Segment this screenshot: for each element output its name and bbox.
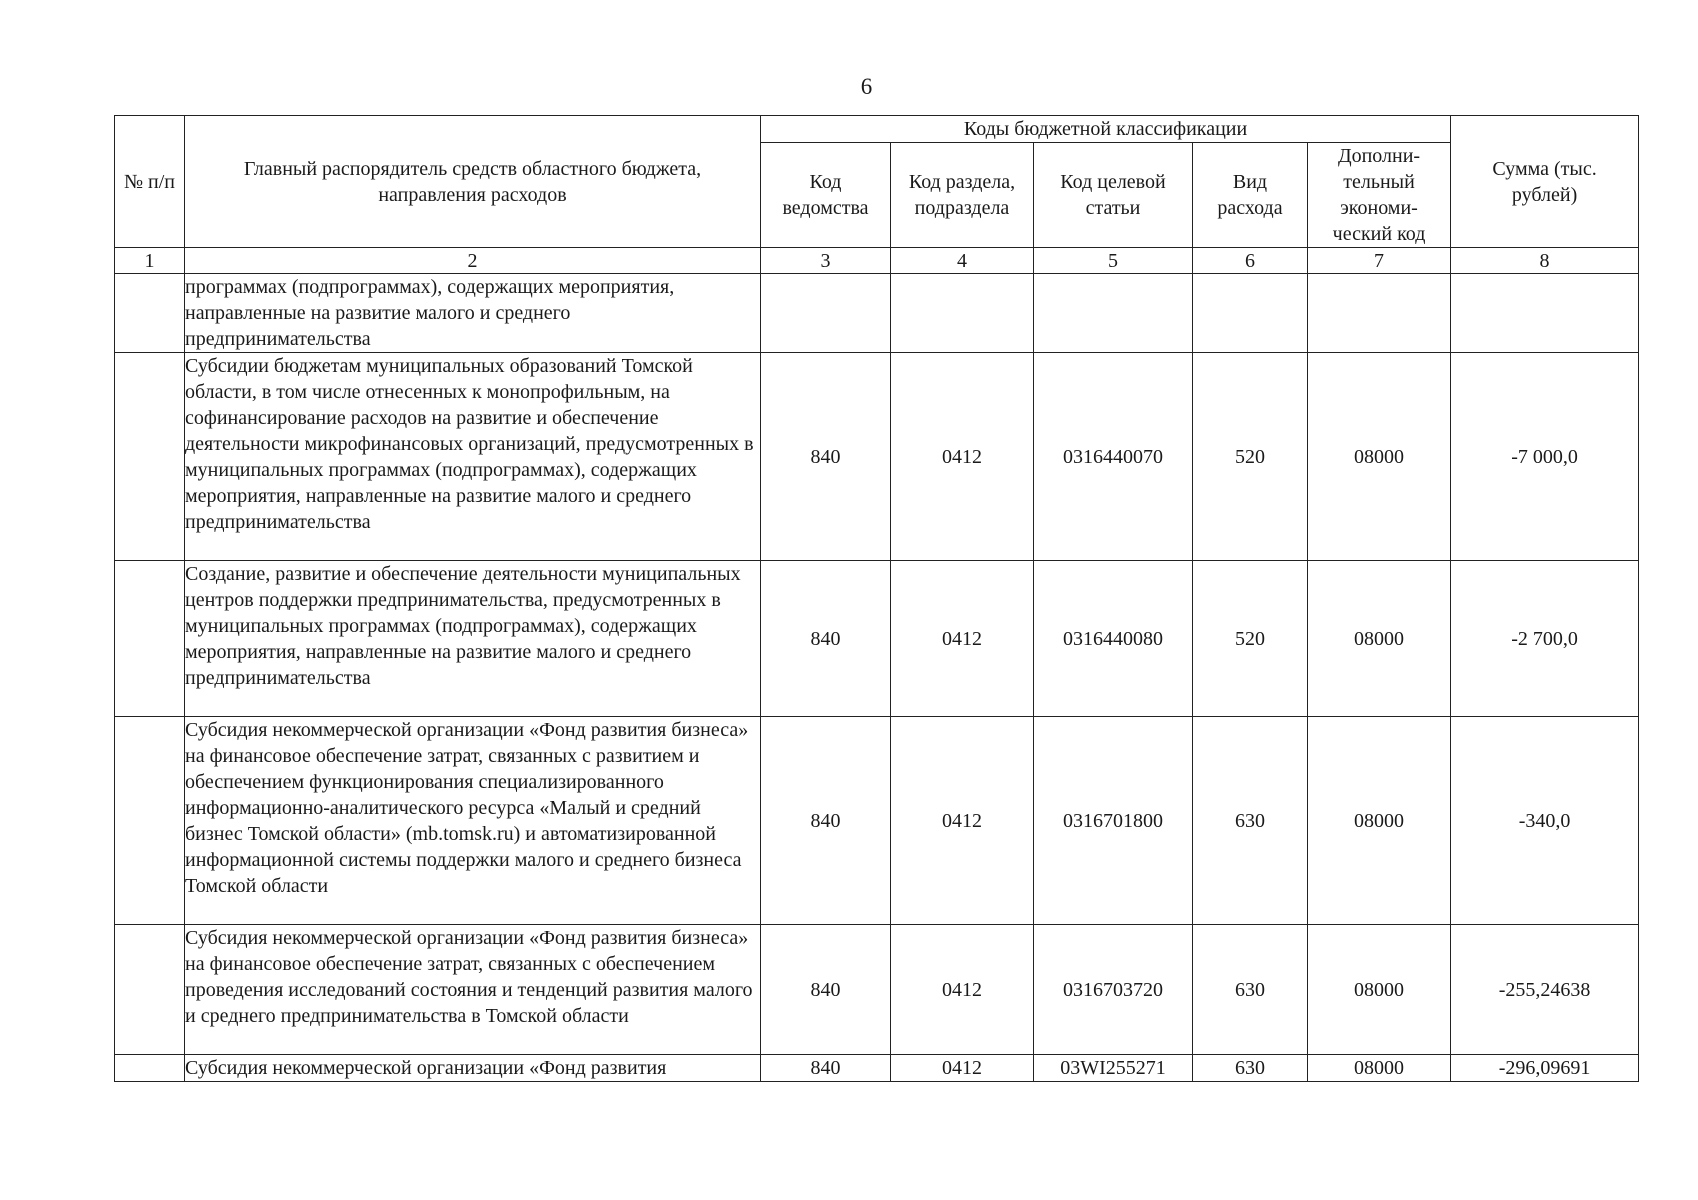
table-row <box>115 561 1639 717</box>
section-code-cell: 0412 <box>891 353 1034 561</box>
sum-cell: -255,24638 <box>1451 925 1639 1055</box>
row-number <box>115 274 185 353</box>
section-code-cell: 0412 <box>891 1055 1034 1082</box>
sum-cell <box>1451 274 1639 353</box>
expense-type-cell: 630 <box>1193 1055 1308 1082</box>
dept-code-cell: 840 <box>761 1055 891 1082</box>
header-no: № п/п <box>115 116 185 248</box>
expense-type-cell: 630 <box>1193 925 1308 1055</box>
section-code-cell: 0412 <box>891 561 1034 717</box>
table-row <box>115 925 1639 1055</box>
row-description: Субсидия некоммерческой организации «Фонд развития бизнеса» на финансовое обеспечение затрат, связанных с развитием и обеспечением функционирования специализированного информационно-аналитического ресурса «Малый и средний бизнес Томской области» (mb.tomsk.ru) и автоматизированной информационной системы поддержки малого и среднего бизнеса Томской области <box>185 717 761 925</box>
sum-cell: -296,09691 <box>1451 1055 1639 1082</box>
extra-code-cell: 08000 <box>1308 717 1451 925</box>
table-row <box>115 1055 1639 1082</box>
section-code-cell <box>891 274 1034 353</box>
sum-cell: -2 700,0 <box>1451 561 1639 717</box>
row-number <box>115 1055 185 1082</box>
table-row <box>115 274 1639 353</box>
header-main: Главный распорядитель средств областного бюджета, направления расходов <box>185 116 761 248</box>
expense-type-cell: 520 <box>1193 353 1308 561</box>
column-number: 1 <box>115 248 185 274</box>
sum-cell: -340,0 <box>1451 717 1639 925</box>
header-dept-code: Код ведомства <box>761 143 891 248</box>
dept-code-cell: 840 <box>761 925 891 1055</box>
target-code-cell: 0316440080 <box>1034 561 1193 717</box>
sum-cell: -7 000,0 <box>1451 353 1639 561</box>
header-codes-group: Коды бюджетной классификации <box>761 116 1451 143</box>
target-code-cell: 0316701800 <box>1034 717 1193 925</box>
target-code-cell: 0316703720 <box>1034 925 1193 1055</box>
extra-code-cell: 08000 <box>1308 353 1451 561</box>
row-number <box>115 561 185 717</box>
column-number: 4 <box>891 248 1034 274</box>
dept-code-cell: 840 <box>761 353 891 561</box>
expense-type-cell: 630 <box>1193 717 1308 925</box>
header-expense-type: Вид расхода <box>1193 143 1308 248</box>
row-description: Субсидия некоммерческой организации «Фонд развития <box>185 1055 761 1082</box>
row-description: Субсидии бюджетам муниципальных образований Томской области, в том числе отнесенных к монопрофильным, на софинансирование расходов на развитие и обеспечение деятельности микрофинансовых организаций, предусмотренных в муниципальных программах (подпрограммах), содержащих мероприятия, направленные на развитие малого и среднего предпринимательства <box>185 353 761 561</box>
header-extra-code: Дополни-тельный экономи-ческий код <box>1308 143 1451 248</box>
extra-code-cell <box>1308 274 1451 353</box>
header-sum: Сумма (тыс. рублей) <box>1451 116 1639 248</box>
column-number: 6 <box>1193 248 1308 274</box>
expense-type-cell <box>1193 274 1308 353</box>
column-number-row <box>115 248 1639 274</box>
row-description: программах (подпрограммах), содержащих мероприятия, направленные на развитие малого и среднего предпринимательства <box>185 274 761 353</box>
table-row <box>115 353 1639 561</box>
row-description: Создание, развитие и обеспечение деятельности муниципальных центров поддержки предпринимательства, предусмотренных в муниципальных программах (подпрограммах), содержащих мероприятия, направленные на развитие малого и среднего предпринимательства <box>185 561 761 717</box>
column-number: 3 <box>761 248 891 274</box>
extra-code-cell: 08000 <box>1308 561 1451 717</box>
extra-code-cell: 08000 <box>1308 1055 1451 1082</box>
dept-code-cell: 840 <box>761 717 891 925</box>
row-description: Субсидия некоммерческой организации «Фонд развития бизнеса» на финансовое обеспечение затрат, связанных с обеспечением проведения исследований состояния и тенденций развития малого и среднего предпринимательства в Томской области <box>185 925 761 1055</box>
dept-code-cell <box>761 274 891 353</box>
header-target-code: Код целевой статьи <box>1034 143 1193 248</box>
header-section-code: Код раздела, подраздела <box>891 143 1034 248</box>
row-number <box>115 925 185 1055</box>
row-number <box>115 353 185 561</box>
extra-code-cell: 08000 <box>1308 925 1451 1055</box>
section-code-cell: 0412 <box>891 925 1034 1055</box>
column-number: 7 <box>1308 248 1451 274</box>
target-code-cell <box>1034 274 1193 353</box>
row-number <box>115 717 185 925</box>
section-code-cell: 0412 <box>891 717 1034 925</box>
column-number: 2 <box>185 248 761 274</box>
dept-code-cell: 840 <box>761 561 891 717</box>
target-code-cell: 0316440070 <box>1034 353 1193 561</box>
target-code-cell: 03WI255271 <box>1034 1055 1193 1082</box>
column-number: 8 <box>1451 248 1639 274</box>
column-number: 5 <box>1034 248 1193 274</box>
budget-table <box>114 115 1639 1082</box>
table-row <box>115 717 1639 925</box>
expense-type-cell: 520 <box>1193 561 1308 717</box>
page-number: 6 <box>860 74 873 99</box>
